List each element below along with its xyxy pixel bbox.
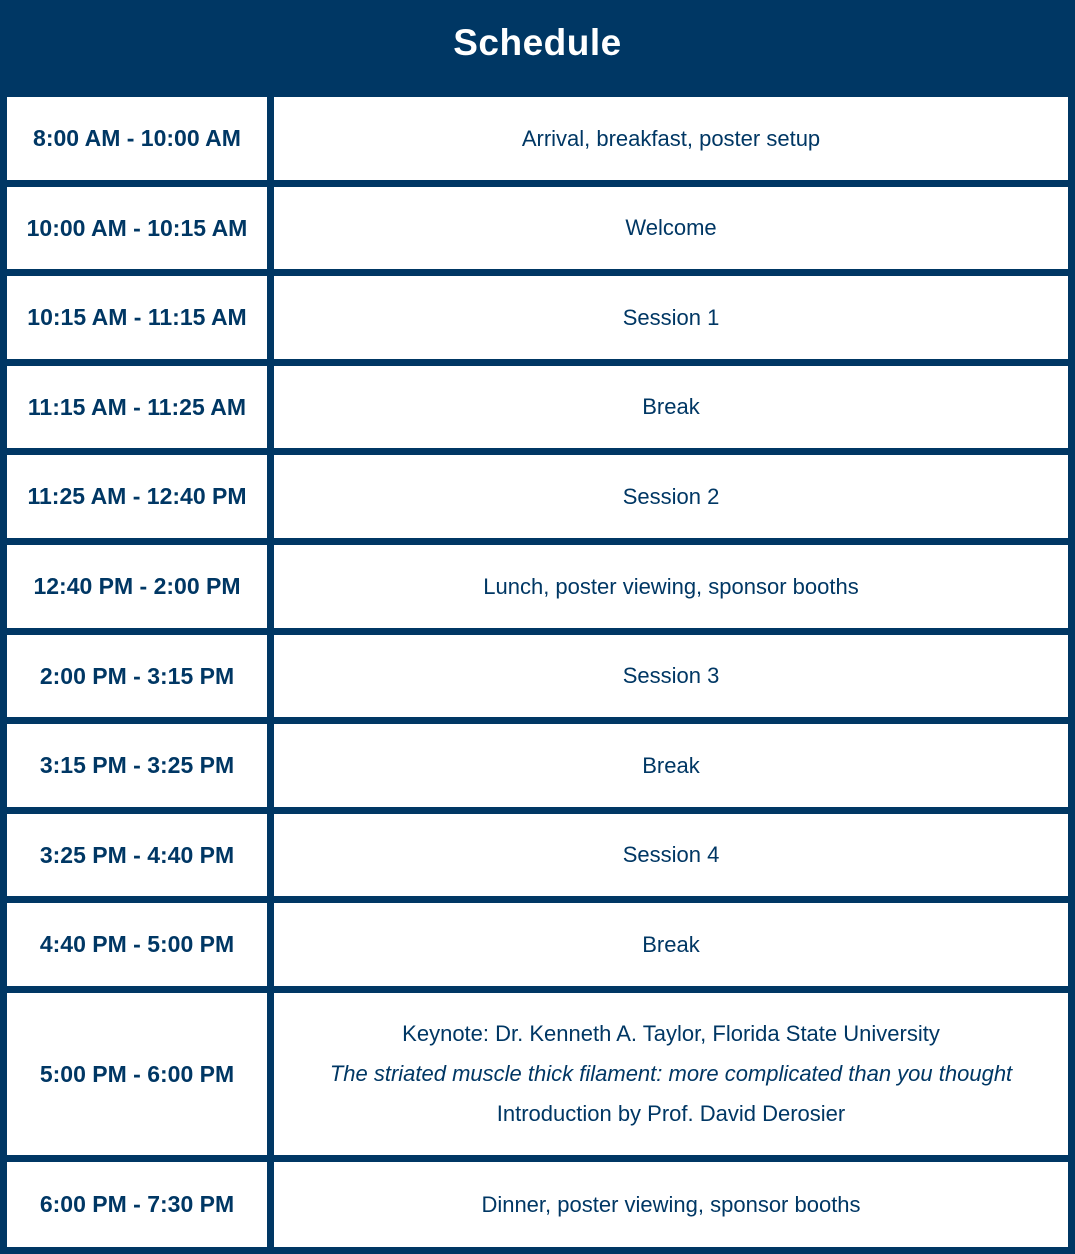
event-cell [274,455,1068,538]
event-cell [274,993,1068,1155]
time-cell [7,1162,267,1247]
schedule-row [0,635,1075,717]
keynote-title: Keynote: Dr. Kenneth A. Taylor, Florida State University [402,1021,940,1046]
schedule-title: Schedule [453,22,622,63]
time-slot: 11:25 AM - 12:40 PM [27,483,247,509]
event-description: Dinner, poster viewing, sponsor booths [481,1191,861,1217]
event-description: Break [642,931,700,957]
schedule-row [0,993,1075,1155]
event-description: Session 1 [622,304,720,330]
time-cell [7,545,267,628]
event-cell [274,635,1068,717]
event-cell [274,187,1068,269]
time-cell [7,276,267,359]
event-description: Session 3 [622,663,720,688]
time-slot: 12:40 PM - 2:00 PM [33,573,241,599]
time-slot: 6:00 PM - 7:30 PM [39,1191,235,1217]
event-description: Arrival, breakfast, poster setup [521,125,821,151]
schedule-row [0,903,1075,986]
time-cell [7,635,267,717]
event-description: Session 2 [622,483,720,509]
keynote-talk-title: The striated muscle thick filament: more complicated than you thought [329,1061,1013,1086]
event-description: Break [642,752,700,778]
event-cell [274,1162,1068,1247]
schedule-row [0,97,1075,180]
time-cell [7,814,267,896]
schedule-row [0,455,1075,538]
time-cell [7,455,267,538]
time-slot: 11:15 AM - 11:25 AM [27,393,247,420]
time-cell [7,187,267,269]
event-cell [274,276,1068,359]
time-slot: 4:40 PM - 5:00 PM [39,931,235,957]
time-cell [7,724,267,807]
schedule-row [0,276,1075,359]
event-cell [274,366,1068,448]
time-slot: 10:00 AM - 10:15 AM [26,214,248,241]
event-description: Welcome [625,215,717,240]
time-slot: 10:15 AM - 11:15 AM [27,304,247,330]
schedule-row [0,187,1075,269]
time-slot: 5:00 PM - 6:00 PM [39,1060,235,1087]
event-description: Session 4 [622,842,720,867]
time-cell [7,366,267,448]
schedule-row [0,545,1075,628]
schedule-row [0,724,1075,807]
event-cell [274,814,1068,896]
event-description: Lunch, poster viewing, sponsor booths [483,573,859,599]
time-slot: 3:15 PM - 3:25 PM [39,752,235,778]
event-cell [274,903,1068,986]
event-cell [274,97,1068,180]
time-slot: 2:00 PM - 3:15 PM [39,662,235,689]
time-cell [7,993,267,1155]
schedule-row [0,1162,1075,1247]
schedule-row [0,814,1075,896]
event-description: Break [642,394,700,419]
event-cell [274,545,1068,628]
time-cell [7,903,267,986]
time-slot: 3:25 PM - 4:40 PM [39,841,235,868]
keynote-introduction: Introduction by Prof. David Derosier [496,1101,846,1126]
time-cell [7,97,267,180]
time-slot: 8:00 AM - 10:00 AM [33,125,241,151]
event-cell [274,724,1068,807]
schedule-row [0,366,1075,448]
